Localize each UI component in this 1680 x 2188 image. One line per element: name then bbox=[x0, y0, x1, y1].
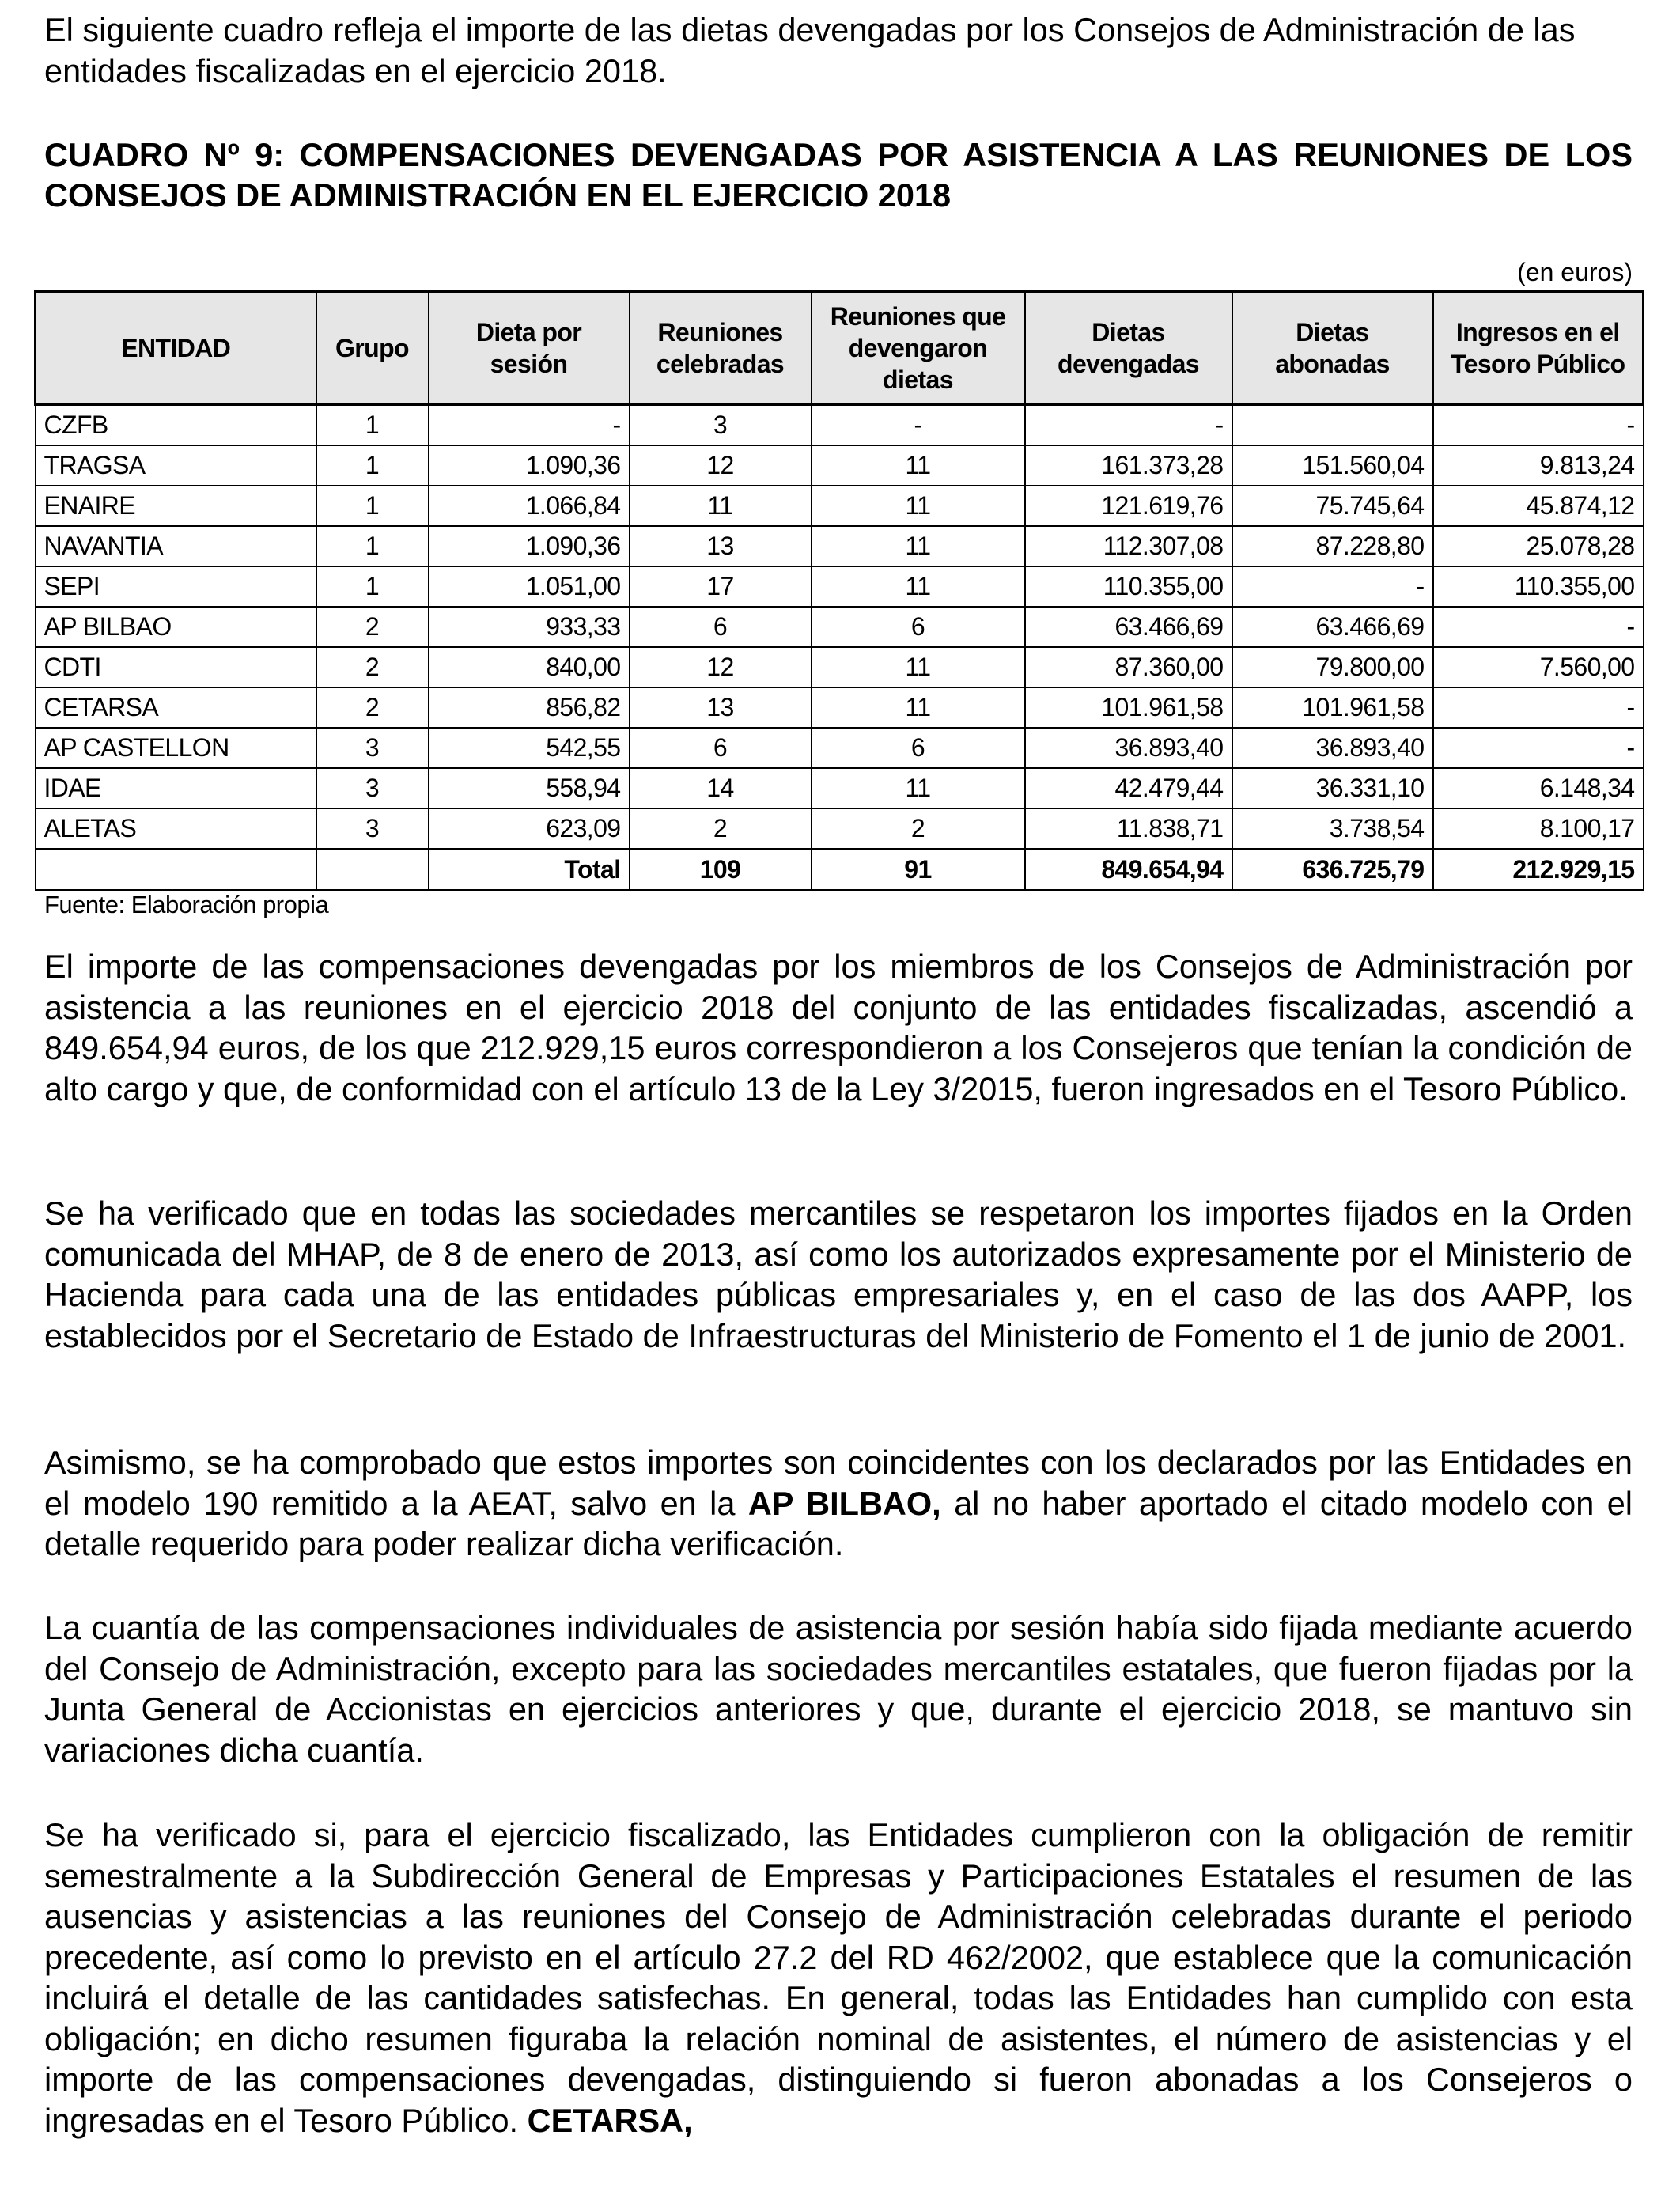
table-row bbox=[36, 526, 1644, 566]
cell-reuniones-dev: 11 bbox=[812, 486, 1025, 526]
paragraph-text: Se ha verificado si, para el ejercicio fiscalizado, las Entidades cumplieron con la obligación de remitir semestralmente a la Subdirección General de Empresas y Participaciones Estatales el resumen de las ausencias y asistencias a las reuniones del Consejo de Administración celebradas durante el periodo precedente, así como lo previsto en el artículo 27.2 del RD 462/2002, que establece que la comunicación incluirá el detalle de las cantidades satisfechas. En general, todas las Entidades han cumplido con esta obligación; en dicho resumen figuraba la relación nominal de asistentes, el número de asistencias y el importe de las compensaciones devengadas, distinguiendo si fueron abonadas a los Consejeros o ingresadas en el Tesoro Público. bbox=[44, 1816, 1633, 2139]
cell-devengadas: 101.961,58 bbox=[1025, 687, 1232, 728]
table-row bbox=[36, 445, 1644, 486]
entity-highlight: CETARSA, bbox=[527, 2101, 693, 2139]
table-row bbox=[36, 647, 1644, 687]
cell-dieta: 542,55 bbox=[429, 728, 630, 768]
total-reuniones-dev: 91 bbox=[812, 850, 1025, 891]
paragraph-modelo-190 bbox=[44, 1442, 1633, 1565]
cell-grupo: 3 bbox=[316, 808, 429, 850]
header-dietas-abonadas: Dietas abonadas bbox=[1232, 292, 1433, 405]
cell-grupo: 1 bbox=[316, 526, 429, 566]
cell-ingresos: - bbox=[1433, 687, 1644, 728]
paragraph-text: al no haber aportado el citado modelo con el detalle requerido para poder realizar dicha verificación. bbox=[44, 1484, 1633, 1562]
cell-reuniones-dev: 11 bbox=[812, 566, 1025, 607]
cell-reuniones: 3 bbox=[630, 405, 812, 446]
cell-dieta: 1.051,00 bbox=[429, 566, 630, 607]
header-dietas-devengadas: Dietas devengadas bbox=[1025, 292, 1232, 405]
cell-reuniones-dev: 11 bbox=[812, 687, 1025, 728]
intro-paragraph: El siguiente cuadro refleja el importe de las dietas devengadas por los Consejos de Administración de las entidades fiscalizadas en el ejercicio 2018. bbox=[44, 11, 1576, 89]
cell-abonadas: 101.961,58 bbox=[1232, 687, 1433, 728]
cell-entidad: ENAIRE bbox=[36, 486, 316, 526]
table-title: CUADRO Nº 9: COMPENSACIONES DEVENGADAS POR ASISTENCIA A LAS REUNIONES DE LOS CONSEJOS DE ADMINISTRACIÓN EN EL EJERCICIO 2018 bbox=[44, 136, 1633, 214]
cell-entidad: CDTI bbox=[36, 647, 316, 687]
cell-reuniones-dev: 11 bbox=[812, 647, 1025, 687]
cell-abonadas: 79.800,00 bbox=[1232, 647, 1433, 687]
cell-devengadas: 42.479,44 bbox=[1025, 768, 1232, 808]
compensations-table bbox=[34, 290, 1644, 891]
cell-grupo: 1 bbox=[316, 486, 429, 526]
cell-grupo: 3 bbox=[316, 768, 429, 808]
cell-reuniones-dev: 11 bbox=[812, 445, 1025, 486]
table-row bbox=[36, 728, 1644, 768]
cell-ingresos: 9.813,24 bbox=[1433, 445, 1644, 486]
cell-entidad: AP CASTELLON bbox=[36, 728, 316, 768]
cell-reuniones: 2 bbox=[630, 808, 812, 850]
paragraph-verificacion: Se ha verificado que en todas las sociedades mercantiles se respetaron los importes fijados en la Orden comunicada del MHAP, de 8 de enero de 2013, así como los autorizados expresamente por el Ministerio de Hacienda para cada una de las entidades públicas empresariales y, en el caso de las dos AAPP, los establecidos por el Secretario de Estado de Infraestructuras del Ministerio de Fomento el 1 de junio de 2001. bbox=[44, 1194, 1633, 1354]
table-row bbox=[36, 687, 1644, 728]
total-devengadas: 849.654,94 bbox=[1025, 850, 1232, 891]
cell-entidad: NAVANTIA bbox=[36, 526, 316, 566]
cell-reuniones: 13 bbox=[630, 687, 812, 728]
cell-reuniones-dev: 6 bbox=[812, 607, 1025, 647]
cell-grupo: 2 bbox=[316, 647, 429, 687]
cell-abonadas: 36.331,10 bbox=[1232, 768, 1433, 808]
cell-ingresos: 45.874,12 bbox=[1433, 486, 1644, 526]
table-row bbox=[36, 486, 1644, 526]
cell-abonadas: 87.228,80 bbox=[1232, 526, 1433, 566]
cell-abonadas: 63.466,69 bbox=[1232, 607, 1433, 647]
cell-ingresos: 8.100,17 bbox=[1433, 808, 1644, 850]
paragraph-cuantia: La cuantía de las compensaciones individuales de asistencia por sesión había sido fijada mediante acuerdo del Consejo de Administración, excepto para las sociedades mercantiles estatales, que fueron fijadas por la Junta General de Accionistas en ejercicios anteriores y que, durante el ejercicio 2018, se mantuvo sin variaciones dicha cuantía. bbox=[44, 1609, 1633, 1769]
cell-devengadas: 87.360,00 bbox=[1025, 647, 1232, 687]
cell-reuniones: 11 bbox=[630, 486, 812, 526]
cell-entidad: AP BILBAO bbox=[36, 607, 316, 647]
cell-dieta: - bbox=[429, 405, 630, 446]
header-dieta-por-sesion: Dieta por sesión bbox=[429, 292, 630, 405]
cell-abonadas: 151.560,04 bbox=[1232, 445, 1433, 486]
total-ingresos: 212.929,15 bbox=[1433, 850, 1644, 891]
cell-devengadas: 36.893,40 bbox=[1025, 728, 1232, 768]
cell-reuniones: 17 bbox=[630, 566, 812, 607]
cell-reuniones-dev: - bbox=[812, 405, 1025, 446]
table-header-row bbox=[36, 292, 1644, 405]
cell-reuniones-dev: 6 bbox=[812, 728, 1025, 768]
header-reuniones-celebradas: Reuniones celebradas bbox=[630, 292, 812, 405]
cell-ingresos: - bbox=[1433, 607, 1644, 647]
cell-abonadas bbox=[1232, 405, 1433, 446]
cell-dieta: 623,09 bbox=[429, 808, 630, 850]
entity-highlight: AP BILBAO, bbox=[747, 1484, 941, 1522]
cell-grupo: 1 bbox=[316, 445, 429, 486]
total-blank-cell bbox=[316, 850, 429, 891]
table-row bbox=[36, 768, 1644, 808]
cell-dieta: 856,82 bbox=[429, 687, 630, 728]
cell-grupo: 2 bbox=[316, 687, 429, 728]
cell-ingresos: - bbox=[1433, 405, 1644, 446]
cell-reuniones: 12 bbox=[630, 445, 812, 486]
cell-devengadas: 63.466,69 bbox=[1025, 607, 1232, 647]
cell-devengadas: 110.355,00 bbox=[1025, 566, 1232, 607]
cell-devengadas: - bbox=[1025, 405, 1232, 446]
cell-entidad: CETARSA bbox=[36, 687, 316, 728]
cell-entidad: SEPI bbox=[36, 566, 316, 607]
cell-dieta: 933,33 bbox=[429, 607, 630, 647]
cell-abonadas: 75.745,64 bbox=[1232, 486, 1433, 526]
cell-grupo: 1 bbox=[316, 405, 429, 446]
units-note: (en euros) bbox=[1517, 258, 1633, 286]
cell-reuniones-dev: 11 bbox=[812, 768, 1025, 808]
cell-ingresos: 25.078,28 bbox=[1433, 526, 1644, 566]
cell-dieta: 840,00 bbox=[429, 647, 630, 687]
cell-entidad: CZFB bbox=[36, 405, 316, 446]
cell-ingresos: 7.560,00 bbox=[1433, 647, 1644, 687]
table-row bbox=[36, 405, 1644, 446]
table-row bbox=[36, 808, 1644, 850]
total-blank-cell bbox=[36, 850, 316, 891]
total-row bbox=[36, 850, 1644, 891]
cell-reuniones: 14 bbox=[630, 768, 812, 808]
cell-dieta: 1.090,36 bbox=[429, 445, 630, 486]
cell-ingresos: - bbox=[1433, 728, 1644, 768]
cell-ingresos: 6.148,34 bbox=[1433, 768, 1644, 808]
table-row bbox=[36, 607, 1644, 647]
cell-abonadas: 3.738,54 bbox=[1232, 808, 1433, 850]
cell-entidad: IDAE bbox=[36, 768, 316, 808]
cell-entidad: ALETAS bbox=[36, 808, 316, 850]
cell-dieta: 1.090,36 bbox=[429, 526, 630, 566]
table-source: Fuente: Elaboración propia bbox=[44, 891, 329, 918]
paragraph-obligacion bbox=[44, 1815, 1633, 2141]
cell-reuniones: 6 bbox=[630, 728, 812, 768]
cell-devengadas: 161.373,28 bbox=[1025, 445, 1232, 486]
cell-reuniones-dev: 11 bbox=[812, 526, 1025, 566]
cell-devengadas: 11.838,71 bbox=[1025, 808, 1232, 850]
cell-abonadas: - bbox=[1232, 566, 1433, 607]
cell-reuniones: 12 bbox=[630, 647, 812, 687]
table-row bbox=[36, 566, 1644, 607]
cell-abonadas: 36.893,40 bbox=[1232, 728, 1433, 768]
paragraph-importe: El importe de las compensaciones devengadas por los miembros de los Consejos de Administración por asistencia a las reuniones en el ejercicio 2018 del conjunto de las entidades fiscalizadas, ascendió a 849.654,94 euros, de los que 212.929,15 euros correspondieron a los Consejeros que tenían la condición de alto cargo y que, de conformidad con el artículo 13 de la Ley 3/2015, fueron ingresados en el Tesoro Público. bbox=[44, 948, 1633, 1107]
cell-dieta: 558,94 bbox=[429, 768, 630, 808]
total-label: Total bbox=[429, 850, 630, 891]
cell-grupo: 3 bbox=[316, 728, 429, 768]
cell-grupo: 2 bbox=[316, 607, 429, 647]
cell-ingresos: 110.355,00 bbox=[1433, 566, 1644, 607]
cell-devengadas: 121.619,76 bbox=[1025, 486, 1232, 526]
paragraph-text: Asimismo, se ha comprobado que estos importes son coincidentes con los declarados por las Entidades en el modelo 190 remitido a la AEAT, salvo en la bbox=[44, 1444, 1633, 1522]
cell-reuniones: 13 bbox=[630, 526, 812, 566]
cell-entidad: TRAGSA bbox=[36, 445, 316, 486]
cell-reuniones-dev: 2 bbox=[812, 808, 1025, 850]
header-ingresos-tesoro: Ingresos en el Tesoro Público bbox=[1433, 292, 1644, 405]
header-entidad: ENTIDAD bbox=[36, 292, 316, 405]
total-reuniones: 109 bbox=[630, 850, 812, 891]
cell-dieta: 1.066,84 bbox=[429, 486, 630, 526]
cell-grupo: 1 bbox=[316, 566, 429, 607]
cell-devengadas: 112.307,08 bbox=[1025, 526, 1232, 566]
header-reuniones-devengaron: Reuniones que devengaron dietas bbox=[812, 292, 1025, 405]
cell-reuniones: 6 bbox=[630, 607, 812, 647]
header-grupo: Grupo bbox=[316, 292, 429, 405]
total-abonadas: 636.725,79 bbox=[1232, 850, 1433, 891]
